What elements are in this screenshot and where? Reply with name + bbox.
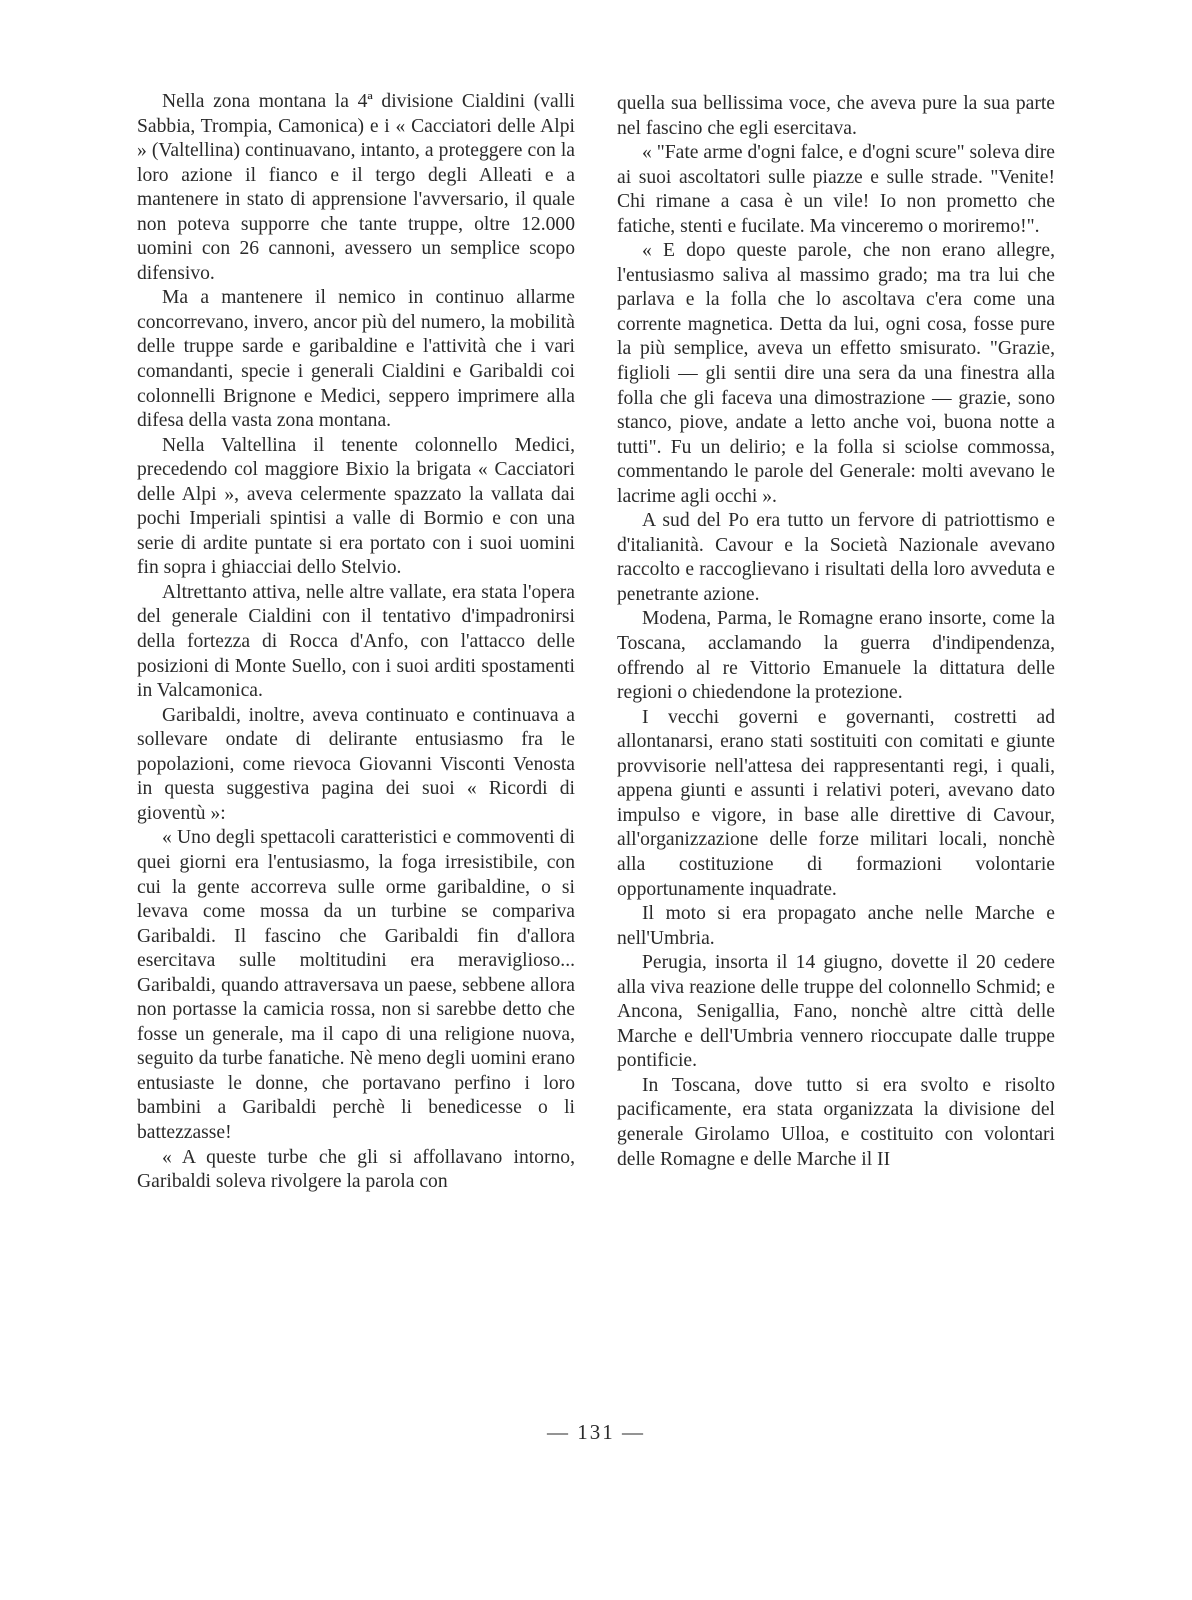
continued-paragraph: quella sua bellissima voce, che aveva pure la sua parte nel fascino che egli esercitava. [617, 93, 1055, 139]
paragraph: In Toscana, dove tutto si era svolto e risolto pacificamente, era stata organizzata la divisione del generale Girolamo Ulloa, e costituito con volontari delle Romagne e delle Marche il II [617, 1074, 1055, 1170]
right-column [617, 92, 1055, 1172]
paragraph: I vecchi governi e governanti, costretti ad allontanarsi, erano stati sostituiti con comitati e giunte provvisorie nell'attesa dei rappresentanti regi, i quali, appena giunti e assunti i relativi poteri, avevano dato impulso e vigore, in base alle direttive di Cavour, all'organizzazione delle forze militari locali, nonchè alla costituzione di formazioni volontarie opportunamente inquadrate. [617, 706, 1055, 900]
paragraph: Il moto si era propagato anche nelle Marche e nell'Umbria. [617, 903, 1055, 949]
quote-paragraph: « "Fate arme d'ogni falce, e d'ogni scure" soleva dire ai suoi ascoltatori sulle piazze e sulle strade. "Venite! Chi rimane a casa è un vile! Io non prometto che fatiche, stenti e fucilate. Ma vinceremo o moriremo!". [617, 142, 1055, 237]
left-column [137, 90, 575, 1195]
paragraph: Garibaldi, inoltre, aveva continuato e continuava a sollevare ondate di delirante entusiasmo fra le popolazioni, come rievoca Giovanni Visconti Venosta in questa suggestiva pagina dei suoi « Ricordi di gioventù »: [137, 704, 575, 824]
quote-paragraph: « Uno degli spettacoli caratteristici e commoventi di quei giorni era l'entusiasmo, la foga irresistibile, con cui la gente accorreva sulle orme garibaldine, o si levava come mossa da un turbine se compariva Garibaldi. Il fascino che Garibaldi fin d'allora esercitava sulle moltitudini era meraviglioso... Garibaldi, quando attraversava un paese, sebbene allora non portasse la camicia rossa, non si sarebbe detto che fosse un generale, ma il capo di una religione nuova, seguito da turbe fanatiche. Nè meno degli uomini erano entusiaste le donne, che portavano perfino i loro bambini a Garibaldi perchè li benedicesse o li battezzasse! [137, 827, 575, 1143]
quote-paragraph: « A queste turbe che gli si affollavano intorno, Garibaldi soleva rivolgere la parola con [137, 1146, 575, 1193]
paragraph: Ma a mantenere il nemico in continuo allarme concorrevano, invero, ancor più del numero, la mobilità delle truppe sarde e garibaldine e l'attività che i vari comandanti, specie i generali Cialdini e Garibaldi coi colonnelli Brignone e Medici, seppero imprimere alla difesa della vasta zona montana. [137, 287, 575, 432]
paragraph: Altrettanto attiva, nelle altre vallate, era stata l'opera del generale Cialdini con il tentativo d'impadronirsi della fortezza di Rocca d'Anfo, con l'attacco delle posizioni di Monte Suello, con i suoi arditi spostamenti in Valcamonica. [137, 581, 575, 702]
page-number: — 131 — [547, 1420, 645, 1444]
paragraph: Nella Valtellina il tenente colonnello Medici, precedendo col maggiore Bixio la brigata « Cacciatori delle Alpi », aveva celermente spazzato la vallata dai pochi Imperiali spintisi a valle di Bormio e con una serie di ardite puntate si era portato con i suoi uomini fin sopra i ghiacciai dello Stelvio. [137, 434, 575, 579]
paragraph: Perugia, insorta il 14 giugno, dovette il 20 cedere alla viva reazione delle truppe del colonnello Schmid; e Ancona, Senigallia, Fano, nonchè altre città delle Marche e dell'Umbria vennero rioccupate dalle truppe pontificie. [617, 952, 1055, 1072]
paragraph: Modena, Parma, le Romagne erano insorte, come la Toscana, acclamando la guerra d'indipendenza, offrendo al re Vittorio Emanuele la dittatura delle regioni o chiedendone la protezione. [617, 608, 1055, 704]
paragraph: A sud del Po era tutto un fervore di patriottismo e d'italianità. Cavour e la Società Nazionale avevano raccolto e raccoglievano i risultati della loro avveduta e penetrante azione. [617, 510, 1055, 605]
paragraph: Nella zona montana la 4ª divisione Cialdini (valli Sabbia, Trompia, Camonica) e i « Cacciatori delle Alpi » (Valtellina) continuavano, intanto, a proteggere con la loro azione il fianco e il tergo degli Alleati e a mantenere in stato di apprensione l'avversario, il quale non poteva supporre che tante truppe, oltre 12.000 uomini con 26 cannoni, avessero un semplice scopo difensivo. [137, 91, 575, 284]
quote-paragraph: « E dopo queste parole, che non erano allegre, l'entusiasmo saliva al massimo grado; ma tra lui che parlava e la folla che lo ascoltava c'era come una corrente magnetica. Detta da lui, ogni cosa, fosse pure la più semplice, aveva un effetto smisurato. "Grazie, figlioli — gli sentii dire una sera da una finestra alla folla che gli faceva una dimostrazione — grazie, sono stanco, piove, andate a letto anche voi, buona notte a tutti". Fu un delirio; e la folla si sciolse commossa, commentando le parole del Generale: molti avevano le lacrime agli occhi ». [617, 240, 1055, 507]
